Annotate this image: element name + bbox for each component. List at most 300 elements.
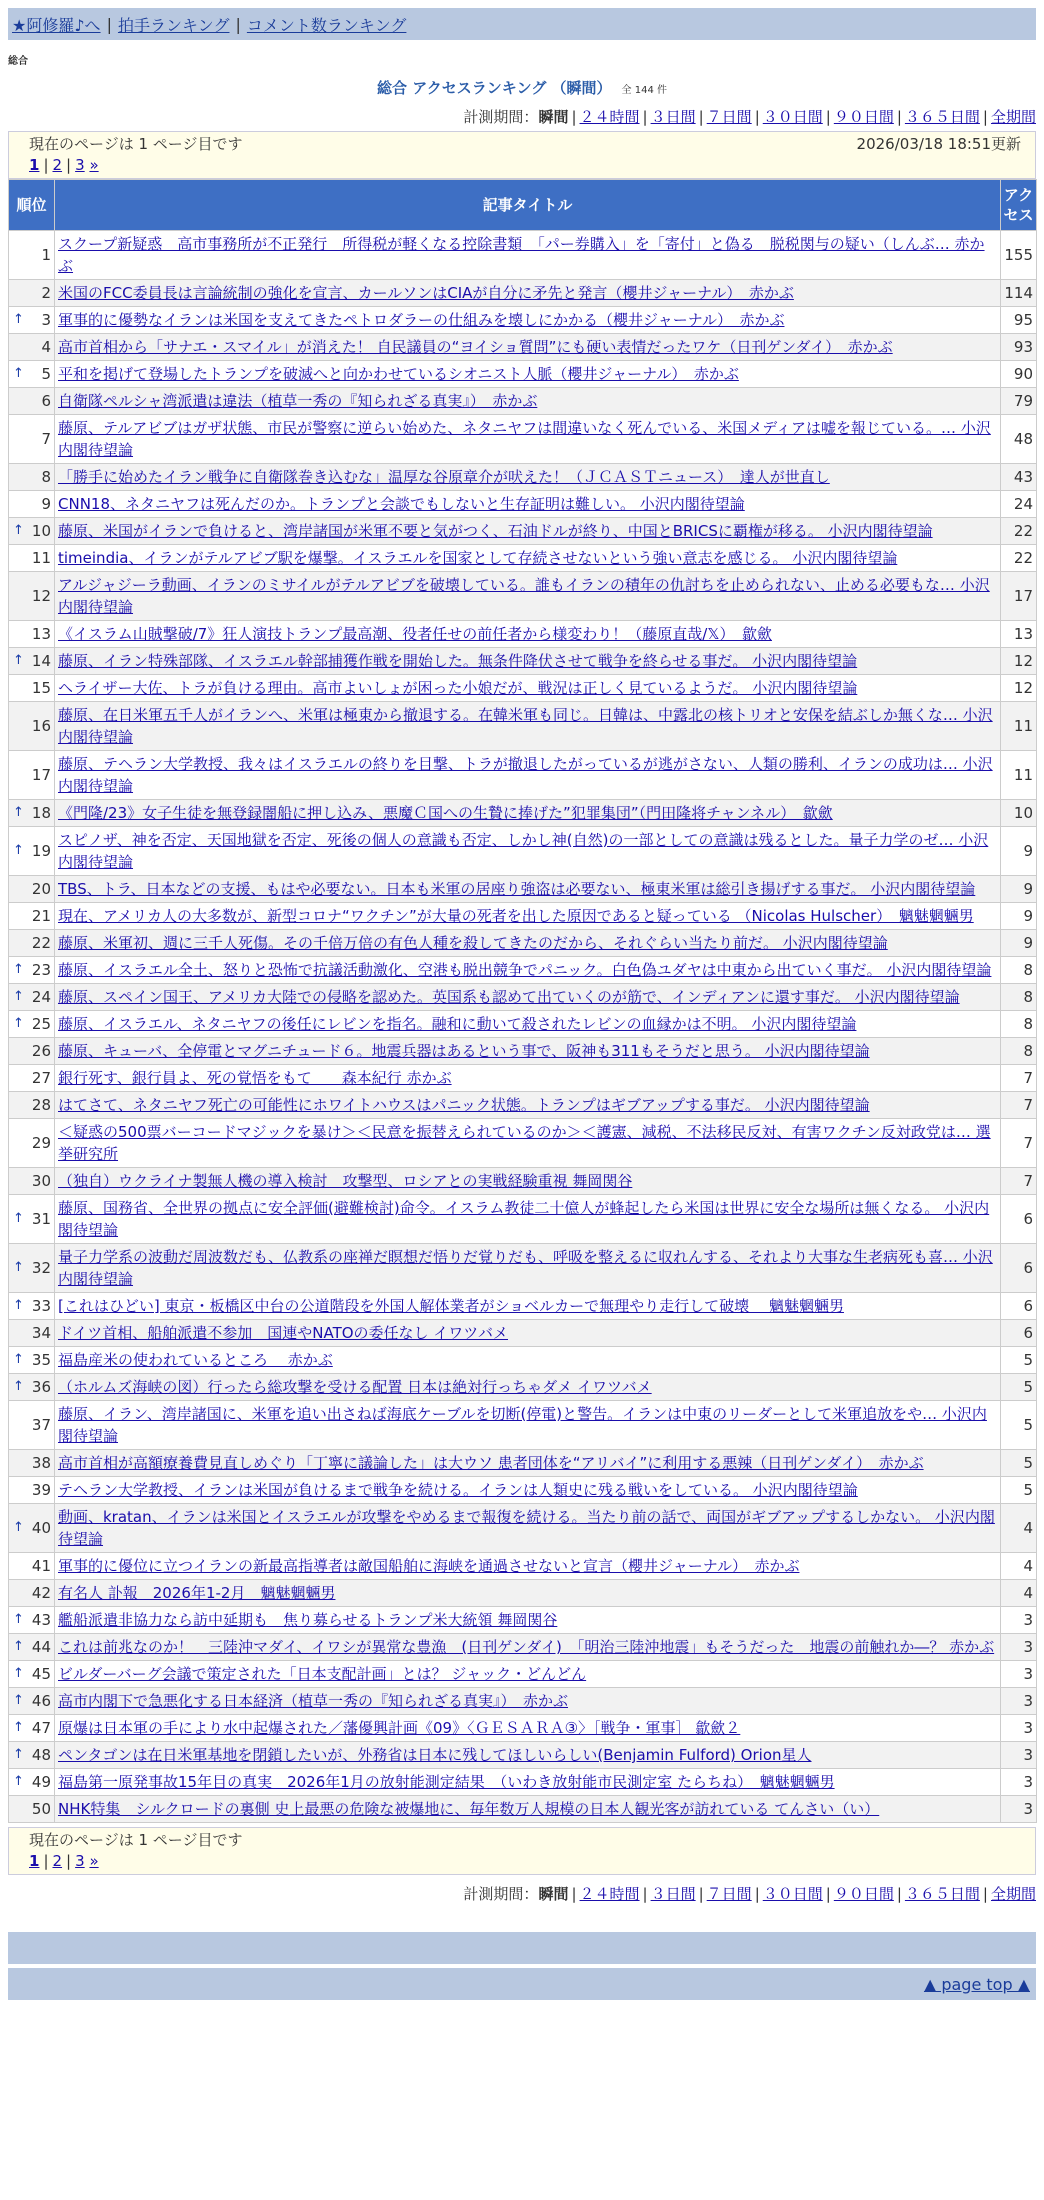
- rank-up-arrow-icon: ↑: [13, 843, 24, 858]
- footer-bar: [8, 1932, 1036, 1964]
- title-cell: [55, 1347, 1001, 1374]
- rank-number: 38: [31, 1454, 51, 1472]
- title-cell: [55, 1011, 1001, 1038]
- article-link[interactable]: 藤原、テルアビブはガザ状態、市民が警察に逆らい始めた、ネタニヤフは間違いなく死んでいる、米国メディアは嘘を報じている。… 小沢内閣待望論: [58, 419, 991, 459]
- ranking-body: [9, 231, 1037, 1823]
- title-cell: [55, 1293, 1001, 1320]
- rank-up-arrow-icon: ↑: [13, 366, 24, 381]
- title-cell: [55, 1065, 1001, 1092]
- table-row: [9, 1195, 1037, 1244]
- rank-cell: [9, 491, 55, 518]
- article-link[interactable]: 藤原、国務省、全世界の拠点に安全評価(避難検討)命令。イスラム教徒二十億人が蜂起したら米国は世界に安全な場所は無くなる。 小沢内閣待望論: [58, 1199, 990, 1239]
- period-list: [538, 108, 1036, 126]
- access-count: 24: [1001, 491, 1037, 518]
- rank-cell: [9, 1038, 55, 1065]
- page-separator: |: [43, 1852, 49, 1870]
- article-link[interactable]: 自衛隊ペルシャ湾派遣は違法（植草一秀の『知られざる真実』） 赤かぶ: [58, 392, 538, 410]
- table-row: [9, 1769, 1037, 1796]
- access-count: 3: [1001, 1661, 1037, 1688]
- title-cell: [55, 1450, 1001, 1477]
- table-row: [9, 751, 1037, 800]
- rank-cell: [9, 1553, 55, 1580]
- top-nav: [8, 8, 1036, 40]
- article-link[interactable]: テヘラン大学教授、イランは米国が負けるまで戦争を続ける。イランは人類史に残る戦いをしている。 小沢内閣待望論: [58, 1481, 858, 1499]
- table-row: [9, 930, 1037, 957]
- title-cell: [55, 648, 1001, 675]
- period-link[interactable]: ３０日間: [762, 1885, 823, 1903]
- rank-number: 12: [31, 587, 51, 605]
- access-count: 5: [1001, 1401, 1037, 1450]
- period-separator: |: [698, 1885, 704, 1903]
- footer-bar-page-top: [8, 1964, 1036, 2000]
- current-page-text: 現在のページは 1 ページ目です: [29, 135, 243, 153]
- rank-up-arrow-icon: ↑: [13, 1260, 24, 1275]
- access-count: 11: [1001, 702, 1037, 751]
- article-link[interactable]: 「勝手に始めたイラン戦争に自衛隊巻き込むな」温厚な谷原章介が吠えた！（ＪＣＡＳＴニュース） 達人が世直し: [58, 468, 830, 486]
- article-link[interactable]: 高市首相が高額療養費見直しめぐり「丁寧に議論した」は大ウソ 患者団体を“アリバイ”に利用する悪辣（日刊ゲンダイ） 赤かぶ: [58, 1454, 924, 1472]
- rank-number: 6: [41, 392, 51, 410]
- title-cell: [55, 1661, 1001, 1688]
- page-link[interactable]: 3: [75, 156, 85, 174]
- rank-number: 46: [31, 1692, 51, 1710]
- table-row: [9, 1477, 1037, 1504]
- rank-up-arrow-icon: ↑: [13, 1666, 24, 1681]
- article-link[interactable]: 現在、アメリカ人の大多数が、新型コロナ“ワクチン”が大量の死者を出した原因であると疑っている （Nicolas Hulscher） 魑魅魍魎男: [58, 907, 974, 925]
- rank-up-arrow-icon: ↑: [13, 523, 24, 538]
- period-link[interactable]: ２４時間: [579, 108, 640, 126]
- title-cell: [55, 491, 1001, 518]
- title-cell: [55, 827, 1001, 876]
- rank-number: 5: [41, 365, 51, 383]
- title-cell: [55, 1374, 1001, 1401]
- table-row: [9, 1580, 1037, 1607]
- article-link[interactable]: 藤原、イラン、湾岸諸国に、米軍を追い出さねば海底ケーブルを切断(停電)と警告。イランは中東のリーダーとして米軍追放をや… 小沢内閣待望論: [58, 1405, 987, 1445]
- access-count: 9: [1001, 876, 1037, 903]
- table-row: [9, 388, 1037, 415]
- article-link[interactable]: 《イスラム山賊撃破/7》狂人演技トランプ最高潮、役者任せの前任者から様変わり！（藤原直哉/𝕏） 歙歛: [58, 625, 772, 643]
- period-separator: |: [825, 1885, 831, 1903]
- title-cell: [55, 1742, 1001, 1769]
- period-current: 瞬間: [538, 108, 569, 126]
- rank-number: 19: [31, 842, 51, 860]
- title-cell: [55, 876, 1001, 903]
- page-links: [29, 155, 1021, 176]
- home-link[interactable]: ★阿修羅♪へ: [12, 15, 101, 35]
- table-row: [9, 903, 1037, 930]
- rank-number: 39: [31, 1481, 51, 1499]
- title-cell: [55, 464, 1001, 491]
- rank-up-arrow-icon: ↑: [13, 1352, 24, 1367]
- page-link[interactable]: 1: [29, 156, 40, 174]
- article-link[interactable]: NHK特集 シルクロードの裏側 史上最悪の危険な被爆地に、毎年数万人規模の日本人観光客が訪れている てんさい（い）: [58, 1800, 880, 1818]
- article-link[interactable]: 軍事的に優勢なイランは米国を支えてきたペトロダラーの仕組みを壊しにかかる（櫻井ジャーナル） 赤かぶ: [58, 311, 785, 329]
- current-page-text: 現在のページは 1 ページ目です: [29, 1831, 243, 1849]
- table-row: [9, 957, 1037, 984]
- rank-cell: [9, 1450, 55, 1477]
- rank-number: 41: [31, 1557, 51, 1575]
- table-row: [9, 572, 1037, 621]
- article-link[interactable]: 藤原、在日米軍五千人がイランへ、米軍は極東から撤退する。在韓米軍も同じ。日韓は、中露北の核トリオと安保を結ぶしか無くな… 小沢内閣待望論: [58, 706, 993, 746]
- table-row: [9, 545, 1037, 572]
- article-link[interactable]: 有名人 訃報 2026年1-2月 魑魅魍魎男: [58, 1584, 336, 1602]
- rank-cell: [9, 1119, 55, 1168]
- table-row: [9, 800, 1037, 827]
- title-cell: [55, 388, 1001, 415]
- rank-cell: [9, 1634, 55, 1661]
- rank-up-arrow-icon: ↑: [13, 1379, 24, 1394]
- article-link[interactable]: 銀行死す、銀行員よ、死の覚悟をもて 森本紀行 赤かぶ: [58, 1069, 452, 1087]
- access-count: 93: [1001, 334, 1037, 361]
- rank-number: 35: [31, 1351, 51, 1369]
- access-count: 9: [1001, 930, 1037, 957]
- rank-cell: [9, 1580, 55, 1607]
- period-link[interactable]: ７日間: [706, 108, 752, 126]
- page-link[interactable]: 3: [75, 1852, 85, 1870]
- rank-number: 43: [31, 1611, 51, 1629]
- access-count: 10: [1001, 800, 1037, 827]
- period-separator: |: [642, 108, 648, 126]
- rank-cell: [9, 415, 55, 464]
- article-link[interactable]: 原爆は日本軍の手により水中起爆された／藩優興計画《09》〈ＧＥＳＡＲＡ③〉［戦争・軍事］ 歙歛２: [58, 1719, 741, 1737]
- table-row: [9, 1553, 1037, 1580]
- table-row: [9, 648, 1037, 675]
- table-row: [9, 621, 1037, 648]
- rank-cell: [9, 876, 55, 903]
- article-link[interactable]: TBS、トラ、日本などの支援、もはや必要ない。日本も米軍の居座り強盗は必要ない、極東米軍は総引き揚げする事だ。 小沢内閣待望論: [58, 880, 976, 898]
- access-count: 4: [1001, 1580, 1037, 1607]
- rank-cell: [9, 621, 55, 648]
- access-count: 155: [1001, 231, 1037, 280]
- access-count: 3: [1001, 1634, 1037, 1661]
- title-cell: [55, 415, 1001, 464]
- rank-up-arrow-icon: ↑: [13, 1639, 24, 1654]
- article-link[interactable]: 藤原、イスラエル、ネタニヤフの後任にレビンを指名。融和に動いて殺されたレビンの血縁かは不明。 小沢内閣待望論: [58, 1015, 857, 1033]
- title-cell: [55, 1796, 1001, 1823]
- article-link[interactable]: ビルダーバーグ会議で策定された「日本支配計画」とは？ ジャック・どんどん: [58, 1665, 587, 1683]
- period-link[interactable]: ３０日間: [762, 108, 823, 126]
- access-count: 6: [1001, 1293, 1037, 1320]
- article-link[interactable]: スクープ新疑惑 高市事務所が不正発行 所得税が軽くなる控除書類 「パー券購入」を「寄付」と偽る 脱税関与の疑い（しんぶ… 赤かぶ: [58, 235, 985, 275]
- period-link[interactable]: ７日間: [706, 1885, 752, 1903]
- rank-cell: [9, 1796, 55, 1823]
- comment-ranking-link[interactable]: コメント数ランキング: [246, 15, 407, 35]
- title-cell: [55, 751, 1001, 800]
- table-row: [9, 1661, 1037, 1688]
- rank-cell: [9, 518, 55, 545]
- rank-cell: [9, 984, 55, 1011]
- rank-number: 8: [41, 468, 51, 486]
- rank-up-arrow-icon: ↑: [13, 1747, 24, 1762]
- rank-number: 48: [31, 1746, 51, 1764]
- title-cell: [55, 1634, 1001, 1661]
- next-page-link[interactable]: »: [89, 1852, 99, 1870]
- rank-cell: [9, 1607, 55, 1634]
- article-link[interactable]: はてさて、ネタニヤフ死亡の可能性にホワイトハウスはパニック状態。トランプはギブアップする事だ。 小沢内閣待望論: [58, 1096, 870, 1114]
- rank-number: 50: [31, 1800, 51, 1818]
- clap-ranking-link[interactable]: 拍手ランキング: [117, 15, 230, 35]
- rank-cell: [9, 388, 55, 415]
- rank-number: 7: [41, 430, 51, 448]
- rank-up-arrow-icon: ↑: [13, 1016, 24, 1031]
- access-count: 43: [1001, 464, 1037, 491]
- rank-cell: [9, 702, 55, 751]
- rank-number: 14: [31, 652, 51, 670]
- rank-number: 33: [31, 1297, 51, 1315]
- rank-cell: [9, 1347, 55, 1374]
- table-row: [9, 1065, 1037, 1092]
- table-row: [9, 1092, 1037, 1119]
- article-link[interactable]: 福島産米の使われているところ 赤かぶ: [58, 1351, 333, 1369]
- article-link[interactable]: ペンタゴンは在日米軍基地を閉鎖したいが、外務省は日本に残してほしいらしい(Benjamin Fulford) Orion星人: [58, 1746, 812, 1764]
- title-cell: [55, 1320, 1001, 1347]
- page-link[interactable]: 2: [52, 156, 63, 174]
- access-count: 11: [1001, 751, 1037, 800]
- article-link[interactable]: 高市首相から「サナエ・スマイル」が消えた！ 自民議員の“ヨイショ質問”にも硬い表情だったワケ（日刊ゲンダイ） 赤かぶ: [58, 338, 893, 356]
- table-row: [9, 1293, 1037, 1320]
- rank-cell: [9, 1661, 55, 1688]
- period-list: [538, 1885, 1036, 1903]
- access-count: 9: [1001, 827, 1037, 876]
- period-separator: |: [571, 108, 577, 126]
- period-separator: |: [754, 108, 760, 126]
- rank-cell: [9, 231, 55, 280]
- article-link[interactable]: 動画、kratan、イランは米国とイスラエルが攻撃をやめるまで報復を続ける。当たり前の話で、両国がギブアップするしかない。 小沢内閣待望論: [58, 1508, 995, 1548]
- access-count: 5: [1001, 1347, 1037, 1374]
- article-link[interactable]: 藤原、米軍初、週に三千人死傷。その千倍万倍の有色人種を殺してきたのだから、それぐらい当たり前だ。 小沢内閣待望論: [58, 934, 888, 952]
- article-link[interactable]: 米国のFCC委員長は言論統制の強化を宣言、カールソンはCIAが自分に矛先と発言（櫻井ジャーナル） 赤かぶ: [58, 284, 794, 302]
- period-selector-bottom: [8, 1883, 1036, 1904]
- article-link[interactable]: アルジャジーラ動画、イランのミサイルがテルアビブを破壊している。誰もイランの積年の仇討ちを止められない、止める必要もな… 小沢内閣待望論: [58, 576, 990, 616]
- page-separator: |: [66, 1852, 72, 1870]
- title-cell: [55, 231, 1001, 280]
- title-cell: [55, 1580, 1001, 1607]
- access-count: 7: [1001, 1168, 1037, 1195]
- rank-cell: [9, 675, 55, 702]
- period-separator: |: [896, 1885, 902, 1903]
- title-cell: [55, 1553, 1001, 1580]
- updated-time: 2026/03/18 18:51更新: [856, 135, 1021, 153]
- article-link[interactable]: timeindia、イランがテルアビブ駅を爆撃。イスラエルを国家として存続させないという強い意志を感じる。 小沢内閣待望論: [58, 549, 898, 567]
- rank-number: 15: [31, 679, 51, 697]
- title-cell: [55, 545, 1001, 572]
- article-link[interactable]: 高市内閣下で急悪化する日本経済（植草一秀の『知られざる真実』） 赤かぶ: [58, 1692, 569, 1710]
- rank-cell: [9, 1715, 55, 1742]
- article-link[interactable]: （ホルムズ海峡の図）行ったら総攻撃を受ける配置 日本は絶対行っちゃダメ イワツバメ: [58, 1378, 652, 1396]
- period-link[interactable]: 全期間: [990, 108, 1036, 126]
- table-row: [9, 1168, 1037, 1195]
- period-label: 計測期間：: [463, 108, 539, 126]
- period-selector-top: [8, 106, 1036, 127]
- period-link[interactable]: ９０日間: [833, 1885, 894, 1903]
- access-count: 5: [1001, 1477, 1037, 1504]
- access-count: 95: [1001, 307, 1037, 334]
- access-count: 12: [1001, 675, 1037, 702]
- table-row: [9, 1715, 1037, 1742]
- rank-cell: [9, 1504, 55, 1553]
- article-link[interactable]: （独自）ウクライナ製無人機の導入検討 攻撃型、ロシアとの実戦経験重視 舞岡関谷: [58, 1172, 633, 1190]
- rank-number: 23: [31, 961, 51, 979]
- period-link[interactable]: ９０日間: [833, 108, 894, 126]
- rank-up-arrow-icon: ↑: [13, 1211, 24, 1226]
- rank-up-arrow-icon: ↑: [13, 1720, 24, 1735]
- rank-number: 31: [31, 1210, 51, 1228]
- rank-number: 44: [31, 1638, 51, 1656]
- title-cell: [55, 800, 1001, 827]
- article-link[interactable]: ヘライザー大佐、トラが負ける理由。高市よいしょが困った小娘だが、戦況は正しく見ているようだ。 小沢内閣待望論: [58, 679, 858, 697]
- table-row: [9, 1504, 1037, 1553]
- rank-cell: [9, 545, 55, 572]
- rank-up-arrow-icon: ↑: [13, 1520, 24, 1535]
- access-count: 48: [1001, 415, 1037, 464]
- table-row: [9, 1607, 1037, 1634]
- period-separator: |: [982, 1885, 988, 1903]
- rank-up-arrow-icon: ↑: [13, 962, 24, 977]
- article-link[interactable]: 藤原、キューバ、全停電とマグニチュード６。地震兵器はあるという事で、阪神も311もそうだと思う。 小沢内閣待望論: [58, 1042, 870, 1060]
- table-row: [9, 1038, 1037, 1065]
- rank-number: 29: [31, 1134, 51, 1152]
- article-link[interactable]: 藤原、スペイン国王、アメリカ大陸での侵略を認めた。英国系も認めて出ていくのが筋で、インディアンに還す事だ。 小沢内閣待望論: [58, 988, 960, 1006]
- article-link[interactable]: 福島第一原発事故15年目の真実 2026年1月の放射能測定結果 （いわき放射能市民測定室 たらちね） 魑魅魍魎男: [58, 1773, 835, 1791]
- access-count: 3: [1001, 1607, 1037, 1634]
- article-link[interactable]: 藤原、イスラエル全土、怒りと恐怖で抗議活動激化、空港も脱出競争でパニック。白色偽ユダヤは中東から出ていく事だ。 小沢内閣待望論: [58, 961, 992, 979]
- rank-number: 27: [31, 1069, 51, 1087]
- rank-up-arrow-icon: ↑: [13, 312, 24, 327]
- title-cell: [55, 702, 1001, 751]
- access-count: 22: [1001, 545, 1037, 572]
- table-row: [9, 415, 1037, 464]
- rank-cell: [9, 307, 55, 334]
- period-link[interactable]: ３日間: [650, 108, 696, 126]
- rank-number: 24: [31, 988, 51, 1006]
- table-row: [9, 464, 1037, 491]
- rank-cell: [9, 1168, 55, 1195]
- header-title: 記事タイトル: [55, 180, 1001, 231]
- rank-number: 1: [41, 246, 51, 264]
- table-row: [9, 280, 1037, 307]
- title-cell: [55, 1092, 1001, 1119]
- rank-cell: [9, 957, 55, 984]
- table-row: [9, 702, 1037, 751]
- rank-cell: [9, 464, 55, 491]
- article-link[interactable]: 藤原、テヘラン大学教授、我々はイスラエルの終りを目撃、トラが撤退したがっているが逃がさない、人類の勝利、イランの成功は… 小沢内閣待望論: [58, 755, 993, 795]
- period-link[interactable]: ２４時間: [579, 1885, 640, 1903]
- rank-number: 21: [31, 907, 51, 925]
- nav-separator: |: [235, 14, 241, 34]
- title-cell: [55, 621, 1001, 648]
- rank-cell: [9, 334, 55, 361]
- title-cell: [55, 307, 1001, 334]
- rank-number: 9: [41, 495, 51, 513]
- rank-number: 25: [31, 1015, 51, 1033]
- table-row: [9, 876, 1037, 903]
- rank-cell: [9, 648, 55, 675]
- rank-cell: [9, 1293, 55, 1320]
- title-cell: [55, 334, 1001, 361]
- rank-up-arrow-icon: ↑: [13, 805, 24, 820]
- rank-cell: [9, 1065, 55, 1092]
- access-count: 3: [1001, 1796, 1037, 1823]
- article-link[interactable]: 量子力学系の波動だ周波数だも、仏教系の座禅だ瞑想だ悟りだ覚りだも、呼吸を整えるに収れんする、それより大事な生老病死も喜… 小沢内閣待望論: [58, 1248, 993, 1288]
- access-count: 7: [1001, 1119, 1037, 1168]
- rank-number: 4: [41, 338, 51, 356]
- access-count: 3: [1001, 1715, 1037, 1742]
- header-rank: 順位: [9, 180, 55, 231]
- article-link[interactable]: スピノザ、神を否定、天国地獄を否定、死後の個人の意識も否定、しかし神(自然)の一部としての意識は残るとした。量子力学のゼ… 小沢内閣待望論: [58, 831, 989, 871]
- page-link[interactable]: 2: [52, 1852, 63, 1870]
- table-row: [9, 1119, 1037, 1168]
- article-link[interactable]: 軍事的に優位に立つイランの新最高指導者は敵国船舶に海峡を通過させないと宣言（櫻井ジャーナル） 赤かぶ: [58, 1557, 800, 1575]
- access-count: 7: [1001, 1065, 1037, 1092]
- table-row: [9, 361, 1037, 388]
- article-link[interactable]: ドイツ首相、船舶派遣不参加 国連やNATOの委任なし イワツバメ: [58, 1324, 509, 1342]
- rank-number: 36: [31, 1378, 51, 1396]
- access-count: 79: [1001, 388, 1037, 415]
- title-cell: [55, 1504, 1001, 1553]
- next-page-link[interactable]: »: [89, 156, 99, 174]
- article-link[interactable]: 藤原、米国がイランで負けると、湾岸諸国が米軍不要と気がつく、石油ドルが終り、中国とBRICSに覇権が移る。 小沢内閣待望論: [58, 522, 933, 540]
- rank-number: 2: [41, 284, 51, 302]
- title-cell: [55, 1715, 1001, 1742]
- rank-cell: [9, 1195, 55, 1244]
- total-count: 全 144 件: [621, 85, 667, 96]
- table-row: [9, 1450, 1037, 1477]
- title-cell: [55, 984, 1001, 1011]
- period-link[interactable]: ３日間: [650, 1885, 696, 1903]
- period-link[interactable]: 全期間: [990, 1885, 1036, 1903]
- page-link[interactable]: 1: [29, 1852, 40, 1870]
- title-cell: [55, 572, 1001, 621]
- article-link[interactable]: 平和を掲げて登場したトランプを破滅へと向かわせているシオニスト人脈（櫻井ジャーナル） 赤かぶ: [58, 365, 739, 383]
- page-top-link[interactable]: ▲ page top ▲: [923, 1974, 1030, 1994]
- table-row: [9, 1401, 1037, 1450]
- rank-number: 42: [31, 1584, 51, 1602]
- article-link[interactable]: 藤原、イラン特殊部隊、イスラエル幹部捕獲作戦を開始した。無条件降伏させて戦争を終らせる事だ。 小沢内閣待望論: [58, 652, 858, 670]
- rank-cell: [9, 903, 55, 930]
- title-cell: [55, 903, 1001, 930]
- period-link[interactable]: ３６５日間: [904, 108, 980, 126]
- article-link[interactable]: [これはひどい] 東京・板橋区中台の公道階段を外国人解体業者がショベルカーで無理やり走行して破壊 魑魅魍魎男: [58, 1297, 844, 1315]
- access-count: 22: [1001, 518, 1037, 545]
- period-separator: |: [754, 1885, 760, 1903]
- rank-cell: [9, 280, 55, 307]
- rank-cell: [9, 1477, 55, 1504]
- rank-up-arrow-icon: ↑: [13, 653, 24, 668]
- article-link[interactable]: これは前兆なのか！ 三陸沖マダイ、イワシが異常な豊漁 (日刊ゲンダイ) 「明治三陸沖地震」もそうだった 地震の前触れか―？ 赤かぶ: [58, 1638, 995, 1656]
- rank-cell: [9, 751, 55, 800]
- table-row: [9, 1374, 1037, 1401]
- title-cell: [55, 1769, 1001, 1796]
- table-row: [9, 1688, 1037, 1715]
- table-row: [9, 231, 1037, 280]
- rank-cell: [9, 1244, 55, 1293]
- rank-number: 20: [31, 880, 51, 898]
- period-link[interactable]: ３６５日間: [904, 1885, 980, 1903]
- rank-cell: [9, 572, 55, 621]
- period-separator: |: [825, 108, 831, 126]
- rank-number: 49: [31, 1773, 51, 1791]
- article-link[interactable]: 艦船派遣非協力なら訪中延期も 焦り募らせるトランプ米大統領 舞岡関谷: [58, 1611, 558, 1629]
- article-link[interactable]: ＜疑惑の500票バーコードマジックを暴け＞＜民意を振替えられているのか＞＜護憲、減税、不法移民反対、有害ワクチン反対政党は… 選挙研究所: [58, 1123, 991, 1163]
- access-count: 17: [1001, 572, 1037, 621]
- rank-up-arrow-icon: ↑: [13, 1612, 24, 1627]
- table-row: [9, 491, 1037, 518]
- rank-number: 32: [31, 1259, 51, 1277]
- article-link[interactable]: 《門隆/23》女子生徒を無登録闇船に押し込み、悪魔Ｃ国への生贄に捧げた”犯罪集団”（門田隆将チャンネル） 歙歛: [58, 804, 833, 822]
- header-access: アクセス: [1001, 180, 1037, 231]
- period-separator: |: [698, 108, 704, 126]
- article-link[interactable]: CNN18、ネタニヤフは死んだのか。トランプと会談でもしないと生存証明は難しい。 小沢内閣待望論: [58, 495, 745, 513]
- title-cell: [55, 1688, 1001, 1715]
